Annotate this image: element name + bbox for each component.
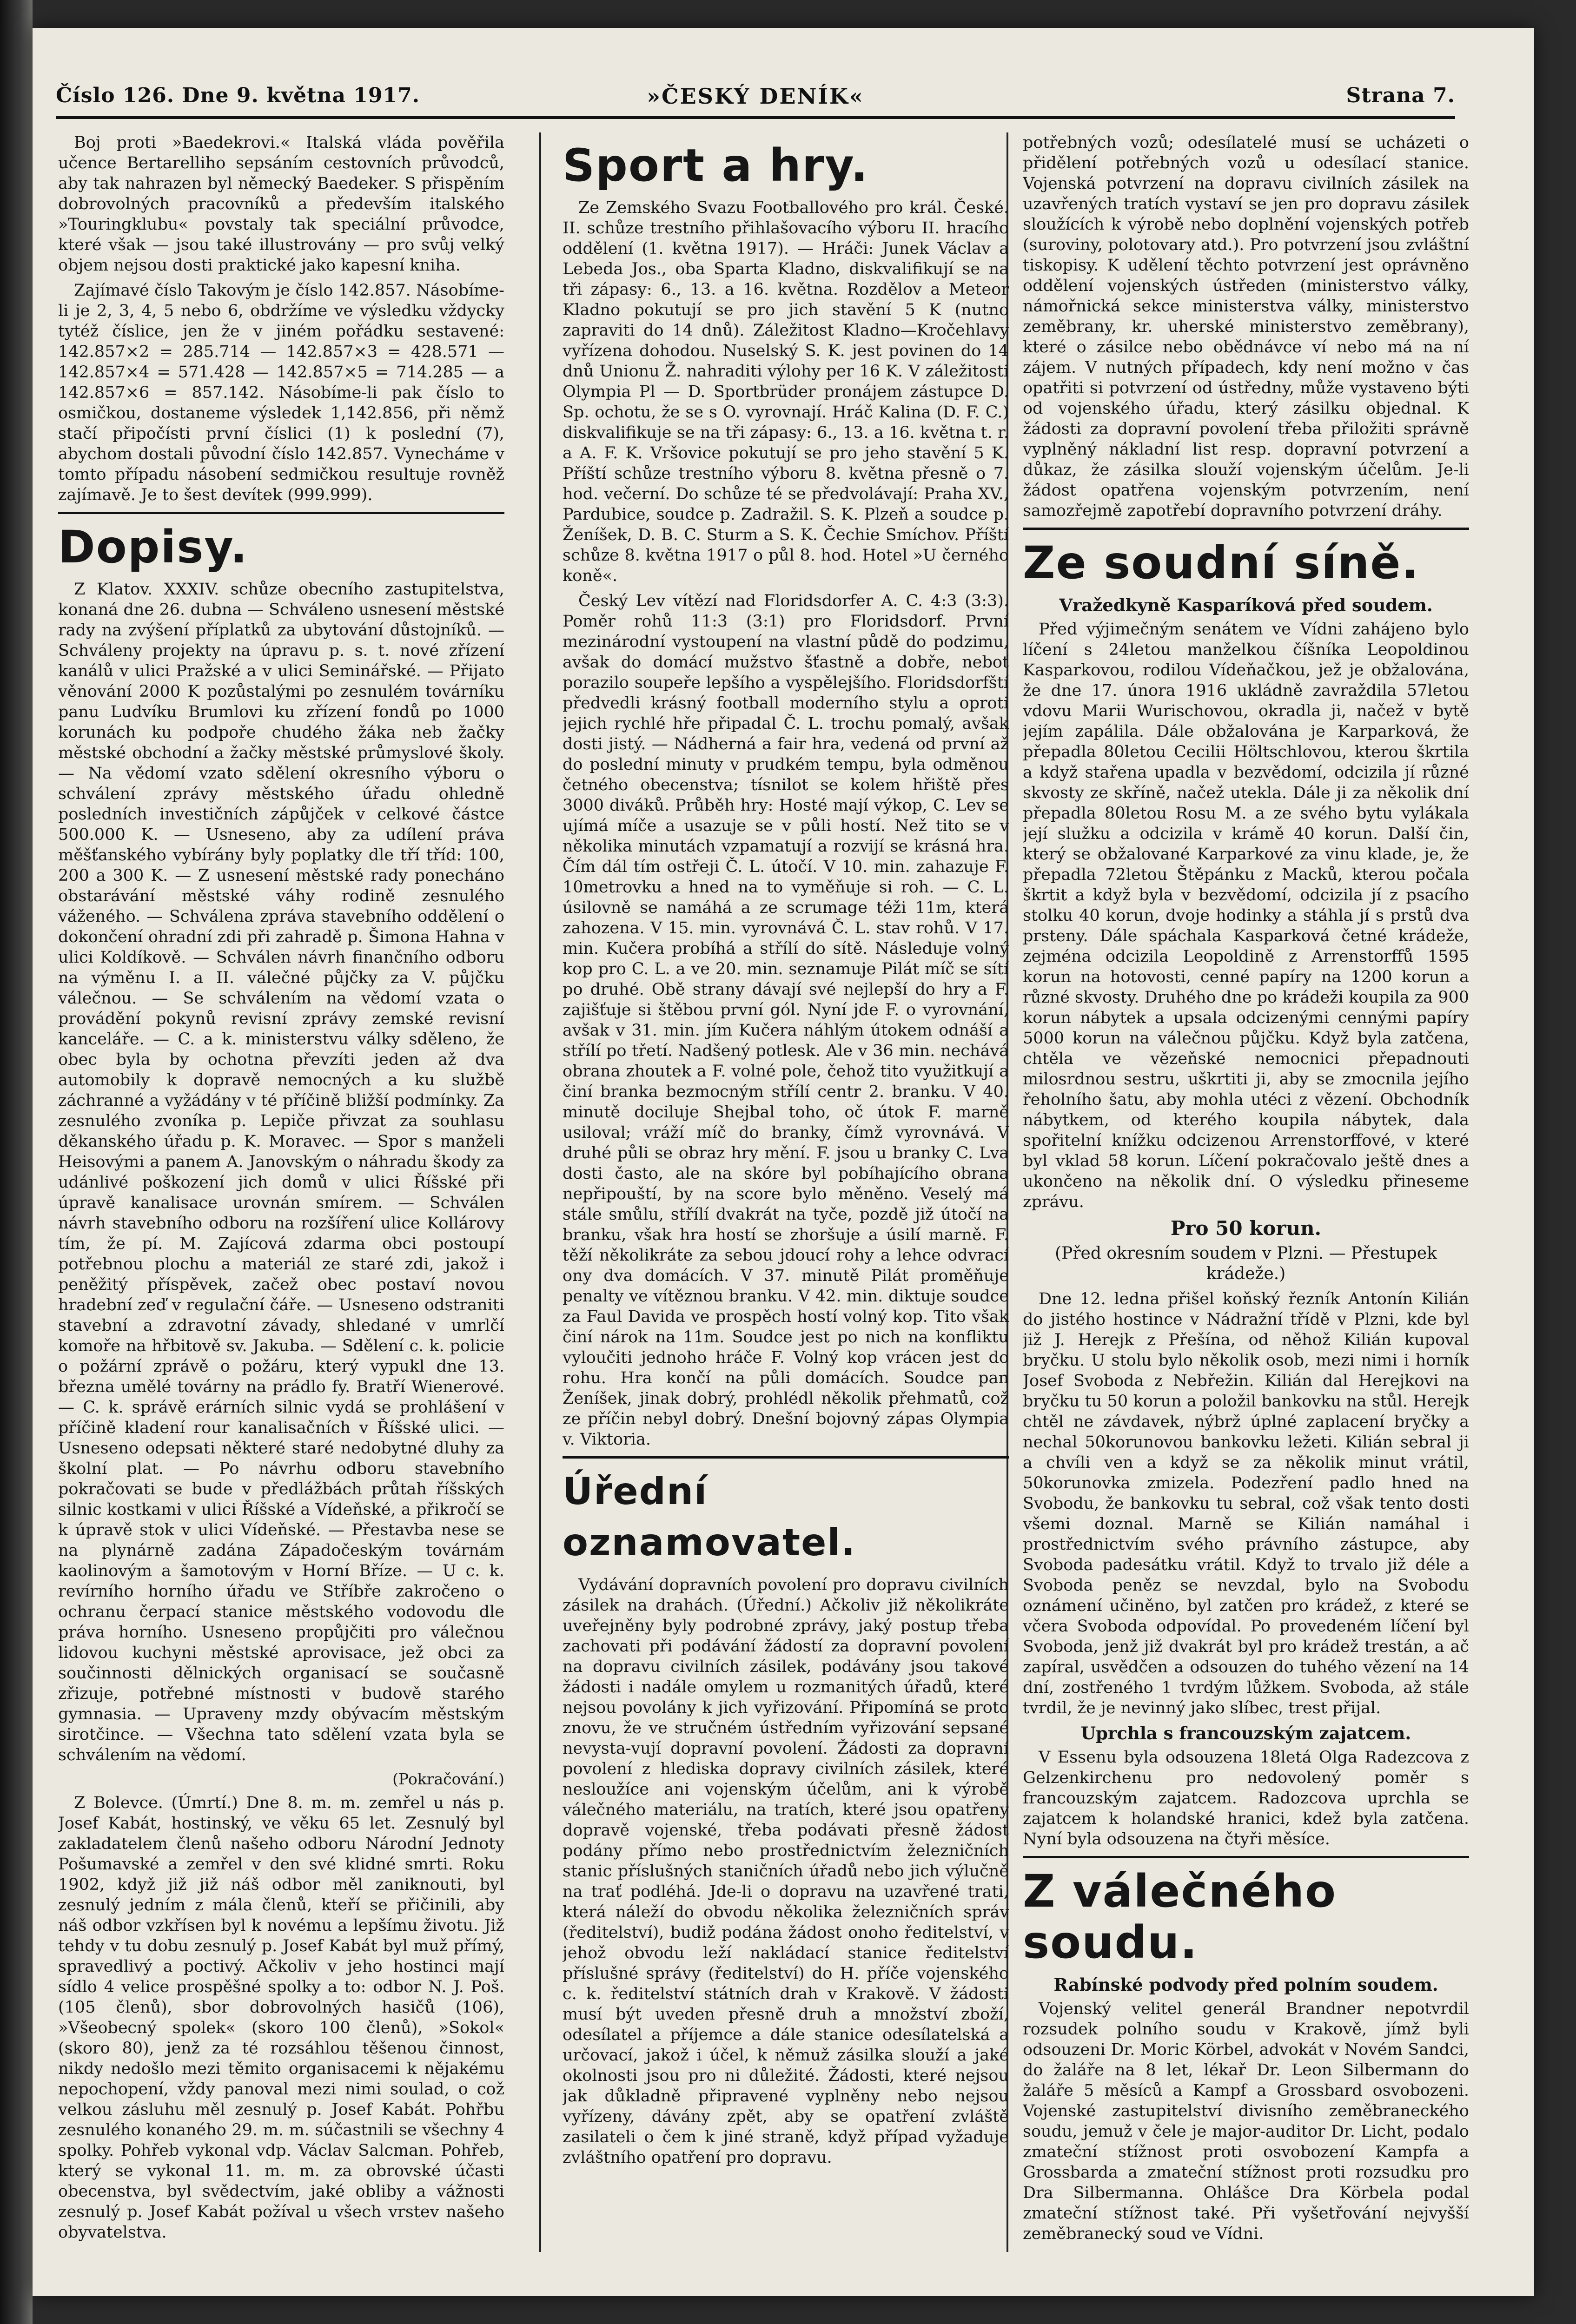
article-bolevec: Z Bolevce. (Úmrtí.) Dne 8. m. m. zemřel u nás p. Josef Kabát, hostinský, ve věku 65 let. Zesnulý byl zakladatelem členů našeho odboru Národní Jednoty Pošumavské a zemřel v den své klidné smrti. Roku 1902, když již již náš odbor měl zaniknouti, byl zesnulý jedním z mála členů, kteří se přičinili, aby náš odbor vzkřísen byl k novému a lepšímu životu. Již tehdy v tu dobu zesnulý p. Josef Kabát byl muž přímý, spravedlivý a poctivý. Ačkoliv v jeho hostinci mají sídlo 4 velice prospěšné spolky a to: odbor N. J. Poš. (105 členů), sbor dobrovolných hasičů (106), »Všeobecný spolek« (skoro 100 členů), »Sokol« (skoro 80), jenž za té rozsáhlou těšenou činnost, nikdy nedošlo mezi těmito organisacemi k nějakému nepochopení, vždy panoval mezi nimi soulad, o což velkou zásluhu měl zesnulý p. Josef Kabát. Pohřbu zesnulého konaného 29. m. m. súčastnili se všechny 4 spolky. Pohřeb vykonal vdp. Václav Salcman. Pohřeb, který se vykonal 11. m. m. za obrovské účasti obecenstva, byl svědectvím, jaké obliby a vážnosti zesnulý p. Josef Kabát požíval u všech vrstev našeho obyvatelstva. (58, 1794, 504, 2242)
section-heading-sport: Sport a hry. (563, 139, 869, 191)
article-baedeker: Boj proti »Baedekrovi.« Italská vláda pověřila učence Bertarelliho sepsáním cestovních průvodců, aby tak nahrazen byl německý Baedeker. S přispěním dobrovolných pracovníků a především italského »Touringklubu« povstaly tak speciální průvodce, které však — jsou také illustrovány — pro svůj velký objem nejsou dosti praktické jako kapesní kniha. (58, 133, 504, 275)
section-heading-dopisy: Dopisy. (58, 521, 248, 573)
column-1 (58, 132, 504, 2252)
article-football-union: Ze Zemského Svazu Footballového pro král. České. II. schůze trestního přihlašovacího výboru II. hracího oddělení (1. května 1917). — Hráči: Junek Václav a Lebeda Jos., oba Sparta Kladno, diskvalifikují se na tři zápasy: 6., 13. a 16. května. Rozdělov a Meteor Kladno pokutují se pro jich stavění 5 K (nutno zapraviti do 14 dnů). Záležitost Kladno—Kročehlavy vyřízena dohodou. Nuselský S. K. jest povinen do 14 dnů Unionu Ž. nahraditi výlohy per 16 K. V záležitosti Olympia Pl — D. Sportbrüder pronájem zástupce D. Sp. ochotu, že se s O. vyrovnají. Hráč Kalina (D. F. C.) diskvalifikuje se na tři zápasy: 6., 13. a 16. května t. r. a A. F. K. Vršovice pokutují se pro jeho stavění 5 K. Příští schůze trestního výboru 8. května přesně o 7. hod. večerní. Do schůze té se předvolávají: Praha XV., Pardubice, soudce p. Zadražil. S. K. Plzeň a soudce p. Ženíšek, D. B. C. Sturm a S. K. Čechie Smíchov. Příští schůze 8. května 1917 o půl 8. hod. Hotel »U černého koně«. (563, 198, 1009, 585)
article-escape: V Essenu byla odsouzena 18letá Olga Radezcova z Gelzenkirchenu pro nedovolený poměr s francouzským zajatcem. Radozcova uprchla se zajatcem k holandské hranici, kdež byla zatčena. Nyní byla odsouzena na čtyři měsíce. (1023, 1748, 1469, 1849)
section-rule (563, 1456, 1009, 1459)
column-3 (1023, 132, 1469, 2252)
article-subheading-50-korun: (Před okresním soudem v Plzni. — Přestupek krádeže.) (1055, 1244, 1437, 1283)
article-50-korun: Dne 12. ledna přišel koňský řezník Antonín Kilián do jistého hostince v Nádražní třídě v Plzni, kde byl již J. Herejk z Přešína, od něhož Kilián kupoval bryčku. U stolu bylo několik osob, mezi nimi i horník Josef Svoboda z Nebřežin. Kilián dal Herejkovi na bryčku tu 50 korun a položil bankovku na stůl. Herejk chtěl ne závdavek, nýbrž úplné zaplacení bryčky a nechal 50korunovou bankovku ležeti. Kilián sebral ji a chvíli ven a když se za několik minut vrátil, 50korunovka zmizela. Podezření padlo hned na Svobodu, že bankovku tu sebral, což však tento dosti všemi doznal. Marně se Kilián namáhal i prostřednictvím svého právního zástupce, aby Svoboda padesátku vrátil. Když to trvalo již déle a Svoboda peněz se nevzdal, bylo na Svobodu oznámení učiněno, byl zatčen pro krádež, z které se včera Svoboda odpovídal. Po provedeném líčení byl Svoboda, jenž již dvakrát byl pro krádež trestán, a ač zapíral, usvědčen a odsouzen do tuhého vězení na 14 dní, zostřeného 1 tvrdým lůžkem. Svoboda, až stále tvrdil, že je nevinný jako slíbec, trest přijal. (1023, 1290, 1469, 1717)
article-heading-rabbinic: Rabínské podvody před polním soudem. (1053, 1974, 1438, 1995)
page-binding-edge (0, 0, 33, 2324)
article-heading-50-korun: Pro 50 korun. (1170, 1217, 1322, 1240)
continuation-note: (Pokračování.) (392, 1770, 504, 1788)
article-cesky-lev: Český Lev vítězí nad Floridsdorfer A. C. 4:3 (3:3). Poměr rohů 11:3 (3:1) pro Floridsdorf. První mezinárodní vystoupení na vlastní půdě do podzimu, avšak do domácí mužstvo šťastně a dobře, neboť porazilo soupeře lepšího a vyspělejšího. Floridsdorfští předvedli krásný football moderního stylu a oproti jejich rychlé hře připadal Č. L. trochu pomalý, avšak dosti jistý. — Nádherná a fair hra, vedená od první až do poslední minuty v prudkém tempu, byla odměnou četného obecenstva; tísnilot se kolem hřiště přes 3000 diváků. Průběh hry: Hosté mají výkop, C. Lev se ujímá míče a usazuje se v půli hostí. Než tito se v několika minutách vzpamatují a rozvijí se krásná hra. Čím dál tím ostřeji Č. L. útočí. V 10. min. zahazuje F. 10metrovku a hned na to vyměňuje si roh. — C. L. úsilovně se namáhá a ze scrumage téži 11m, která zahozena. V 15. min. vyrovnává Č. L. stav rohů. V 17. min. Kučera probíhá a střílí do sítě. Následuje volný kop pro C. L. a ve 20. min. seznamuje Pilát míč se sítí po druhé. Obě strany dávají své nejlepší do hry a F. zajišťuje si štěbou první gól. Nyní jde F. o vyrovnání, avšak v 31. min. jím Kučera náhlým útokem odnáší a střílí po třetí. Nadšený potlesk. Ale v 36 min. nechává obrana zhoutek a F. volné pole, čehož tito využitkují a činí branka bezmocným střílí centr 2. branku. V 40. minutě dociluje Shejbal toho, oč útok F. marně usiloval; vráží míč do branky, čímž vyrovnává. V druhé půli se obraz hry mění. F. jsou u branky C. Lva dosti často, ale na skóre byl pobíhajícího obrana nepřipouští, by na score bylo měněno. Veselý má stále smůlu, střílí dvakrát na tyče, pozdě již útočí na branku, však hra hostí se zhoršuje a úsilí marně. F. těží několikráte za sebou jdoucí rohy a lehce odvrací ony dva domácích. V 37. minutě Pilát proměňuje penalty ve vítěznou branku. V 42. min. diktuje soudce za Faul Davida ve prospěch hostí volný kop. Tito však činí nárok na 11m. Soudce jest po nich na konfliktu vyloučiti jednoho hráče F. Volný kop vrácen jest do rohu. Hra končí na půli domácích. Soudce pan Ženíšek, jinak dobrý, prohlédl několik přehmatů, což ze příčin nebyl dobrý. Dnešní bojovný zápas Olympia v. Viktoria. (563, 592, 1009, 1449)
article-heading-murderess: Vražedkyně Kasparíková před soudem. (1059, 595, 1433, 615)
section-rule (1023, 528, 1469, 530)
section-rule (58, 512, 504, 514)
page-number: Strana 7. (1346, 84, 1455, 107)
column-2 (563, 132, 1009, 2252)
section-heading-official: Úřední oznamovatel. (563, 1470, 856, 1564)
column-divider (539, 132, 541, 2252)
newspaper-title: »ČESKÝ DENÍK« (647, 84, 864, 109)
article-number: Zajímavé číslo Takovým je číslo 142.857. Násobíme-li je 2, 3, 4, 5 nebo 6, obdržíme ve výsledku vždycky tytéž číslice, jen že v jiném pořádku sestavené: 142.857×2 = 285.714 — 142.857×3 = 428.571 — 142.857×4 = 571.428 — 142.857×5 = 714.285 — a 142.857×6 = 857.142. Násobíme-li pak číslo to osmičkou, dostaneme výsledek 1,142.856, při němž stačí připočísti první číslici (1) k poslední (7), abychom dostali původní číslo 142.857. Vynecháme v tomto případu násobení sedmičkou resultuje rovněž zajímavě. Je to šest devítek (999.999). (58, 281, 504, 504)
article-rabbinic: Vojenský velitel generál Brandner nepotvrdil rozsudek polního soudu v Krakově, jímž byli odsouzeni Dr. Moric Körbel, advokát v Novém Sandci, do žaláře na 8 let, lékař Dr. Leon Silbermann do žaláře 5 měsíců a Kampf a Grossbard osvobozeni. Vojenské zastupitelství divisního zeměbraneckého soudu, jemuž v čele je major-auditor Dr. Licht, podalo zmateční stížnost proti osvobození Kampfa a Grossbarda a zmateční stížnost proti rozsudku pro Dra Silbermanna. Ohlášce Dra Körbela podal zmateční stížnost také. Při vyšetřování nejvyšší zeměbranecký soud ve Vídni. (1023, 2000, 1469, 2243)
masthead (56, 74, 1455, 119)
issue-date: Číslo 126. Dne 9. května 1917. (56, 84, 420, 107)
article-transport-permits-continued: potřebných vozů; odesílatelé musí se ucházeti o přidělení potřebných vozů u odesílací stanice. Vojenská potvrzení na dopravu civilních zásilek na uzavřených tratích vystaví se jen pro dopravu zásilek sloužících k výrobě nebo doplnění vojenských potřeb (suroviny, polotovary atd.). Pro potvrzení jsou zvláštní tiskopisy. K udělení těchto potvrzení jest oprávněno oddělení vojenských ústředen (ministerstvo války, námořnická sekce ministerstva války, ministerstvo zeměbrany, kr. uherské ministerstvo zeměbrany), které o zásilce nebo obědnávce ví nebo má na ní zájem. V nutných případech, kdy není možno v čas opatřiti si potvrzení od ústředny, může vystaveno býti od vojenského úřadu, který zásilku objednal. K žádosti za dopravní povolení třeba přiložiti správně vyplněný nákladní list resp. dopravní potvrzení a důkaz, že zásilka slouží vojenským účelům. Je-li žádost opatřena vojenským potvrzením, není samozřejmě zapotřebí dopravního potvrzení dráhy. (1023, 133, 1469, 520)
section-rule (1023, 1856, 1469, 1858)
article-klatovy: Z Klatov. XXXIV. schůze obecního zastupitelstva, konaná dne 26. dubna — Schváleno usnesení městské rady na zvýšení příplatků za ubytování důstojníků. — Schváleny projekty na úpravu p. s. t. nové zřízení kanálů v ulici Pražské a v ulici Seminářské. — Přijato věnování 2000 K pozůstalými po zesnulém továrníku panu Ludvíku Brumlovi ku zřízení fondů po 1000 korunách ku podpoře chudého žáka neb žačky městské obchodní a žačky městské průmyslové školy. — Na vědomí vzato sdělení okresního výboru o schválení zprávy městského úřadu ohledně posledních investičních zápůjček v celkové částce 500.000 K. — Usneseno, aby za udílení práva měšťanského vybírány byly poplatky dle tří tříd: 100, 200 a 300 K. — Z usnesení městské rady ponecháno obstarávání městské váhy rodině zesnulého váženého. — Schválena zpráva stavebního oddělení o dokončení ohradní zdi při zahradě p. Šimona Hahna v ulici Koldíkově. — Schválen návrh finančního odboru na výměnu I. a II. válečné půjčky za V. půjčku válečnou. — Se schválením na vědomí vzata o provádění pokynů revisní zprávy zemské revisní kanceláře. — C. a k. ministerstvu války sděleno, že obec byla by ochotna převzíti jeden až dva automobily k dopravě nemocných a ku službě záchranné a vyžádány v té příčině bližší podmínky. Za zesnulého zvoníka p. Lepiče přivzat za souhlasu děkanského úřadu p. K. Moravec. — Spor s manželi Heisovými a panem A. Janovským o náhradu škody za udánlivé poškození jich domů v ulici Říšské při úpravě kanalisace urovnán smírem. — Schválen návrh stavebního odboru na rozšíření ulice Kollárovy tím, že pí. M. Zajícová zdarma obci postoupí potřebnou plochu a materiál ze staré zdi, jakož i peněžitý příspěvek, začež obec postaví novou hradební zeď v regulační čáře. — Usneseno odstraniti stavební a zdravotní závady, shledané v umrlčí komoře na hřbitově sv. Jakuba. — Sdělení c. k. policie o požární zprávě o požáru, který vypukl dne 13. března umělé továrny na prádlo fy. Bratří Wienerové. — C. k. správě erárních silnic vydá se prohlášení v příčině kladení rour kanalisačních v Říšské ulici. — Usneseno odepsati některé staré nedobytné dluhy za školní plat. — Po návrhu odboru stavebního pokračovati se bude v předlážbách průtah říšských silnic kostkami v ulici Říšské a Vídeňské, a přikročí se k úpravě stok v ulici Vídeňské. — Přestavba nese se na plynárně zadána Západočeským továrnám kaolinovým a šamotovým v Horní Bříze. — U c. k. revírního horního úřadu ve Stříbře zakročeno o ochranu čerpací stanice městského vodovodu dle práva horního. Usneseno propůjčiti pro válečnou lidovou kuchyni městské aprovisace, jež obci za součinnosti dělnických organisací se současně zřizuje, potřebné místnosti v budově starého gymnasia. — Upraveny mzdy obývacím městským sirotčince. — Všechna tato sdělení vzata byla se schválením na vědomí. (58, 580, 504, 1764)
section-heading-court: Ze soudní síně. (1023, 537, 1419, 589)
article-transport-permits: Vydávání dopravních povolení pro dopravu civilních zásilek na drahách. (Úřední.) Ačkoliv již několikráte uveřejněny byly podrobné zprávy, jaký postup třeba zachovati při podávání žádostí za dopravní povolení na dopravu civilních zásilek, podávány jsou takové žádosti i nadále omylem u rozmanitých úřadů, které nejsou povolány k jich vyřizování. Připomíná se proto znovu, že ve stručném ústředním vyřizování sepsané nevysta-vují dopravní povolení. Žádosti za dopravní povolení z hlediska dopravy civilních zásilek, které nesloužíce ani vojenským účelům, ani k výrobě válečného materiálu, na tratích, které jsou opatřeny dopravě vojenské, třeba podávati přesně žádost podány přímo nebo prostřednictvím železničních stanic příslušných staničních úřadů nebo jich výlučně na trať podléhá. Jde-li o dopravu na uzavřené trati, která náleží do obvodu několika železničních správ (ředitelství), budiž podána žádost onoho ředitelství, v jehož obvodu leží nakládací stanice ředitelství příslušné správy (ředitelství) do H. příče vojenského c. k. ředitelství státních drah v Krakově. V žádosti musí být uveden přesně druh a množství zboží, odesílatel a příjemce a dále stanice odesílatelská a určovací, jakož i účel, k němuž zásilka slouží a jaké okolnosti jsou pro ni důležité. Žádosti, které nejsou jak důkladně připravené vyplněny nebo nejsou vyřízeny, dávány zpět, aby se opatření zvláště zasilateli o čem k jiné straně, když případ vyžaduje zvláštního opatření pro dopravu. (563, 1576, 1009, 2167)
article-heading-escape: Uprchla s francouzským zajatcem. (1080, 1723, 1411, 1743)
section-heading-war-court: Z válečného soudu. (1023, 1865, 1337, 1968)
article-murderess: Před výjimečným senátem ve Vídni zahájeno bylo líčení s 24letou manželkou číšníka Leopoldinou Kasparkovou, rodilou Vídeňačkou, jež je obžalována, že dne 17. února 1916 ukládně zavraždila 57letou vdovu Marii Wurischovou, okradla ji, načež v bytě jejím zapálila. Dále obžalována je Karparková, že přepadla 80letou Cecilii Höltschlovou, kterou škrtila a když stařena upadla v bezvědomí, odcizila jí různé skvosty ze skříně, načež utekla. Dále ji za několik dní přepadla 80letou Rosu M. a ze svého bytu vylákala její služku a odcizila v krámě 40 korun. Další čin, který se obžalované Karparkové za vinu klade, je, že přepadla 72letou Štěpánku z Macků, kterou počala škrtit a když byla v bezvědomí, odcizila jí z psacího stolku 40 korun, dvoje hodinky a stáhla jí s prstů dva prsteny. Dále spáchala Kasparková četné krádeže, zejména odcizila Leopoldině z Arrenstorffů 1595 korun na hotovosti, cenné papíry na 1200 korun a různé skvosty. Druhého dne po krádeži koupila za 900 korun nábytek a upsala odcizenými cennými papíry 5000 korun na válečnou půjčku. Když byla zatčena, chtěla ve vězeňské nemocnici přepadnouti milosrdnou sestru, uškrtiti ji, aby se zmocnila jejího řeholního šatu, aby mohla utéci z vězení. Obchodník nábytkem, od kterého koupila nábytek, dala spořitelní knížku odcizenou Arrenstorffové, v které byl vklad 58 korun. Líčení pokračovalo ještě dnes a ukončeno na několik dní. O výsledku přineseme zprávu. (1023, 620, 1469, 1211)
